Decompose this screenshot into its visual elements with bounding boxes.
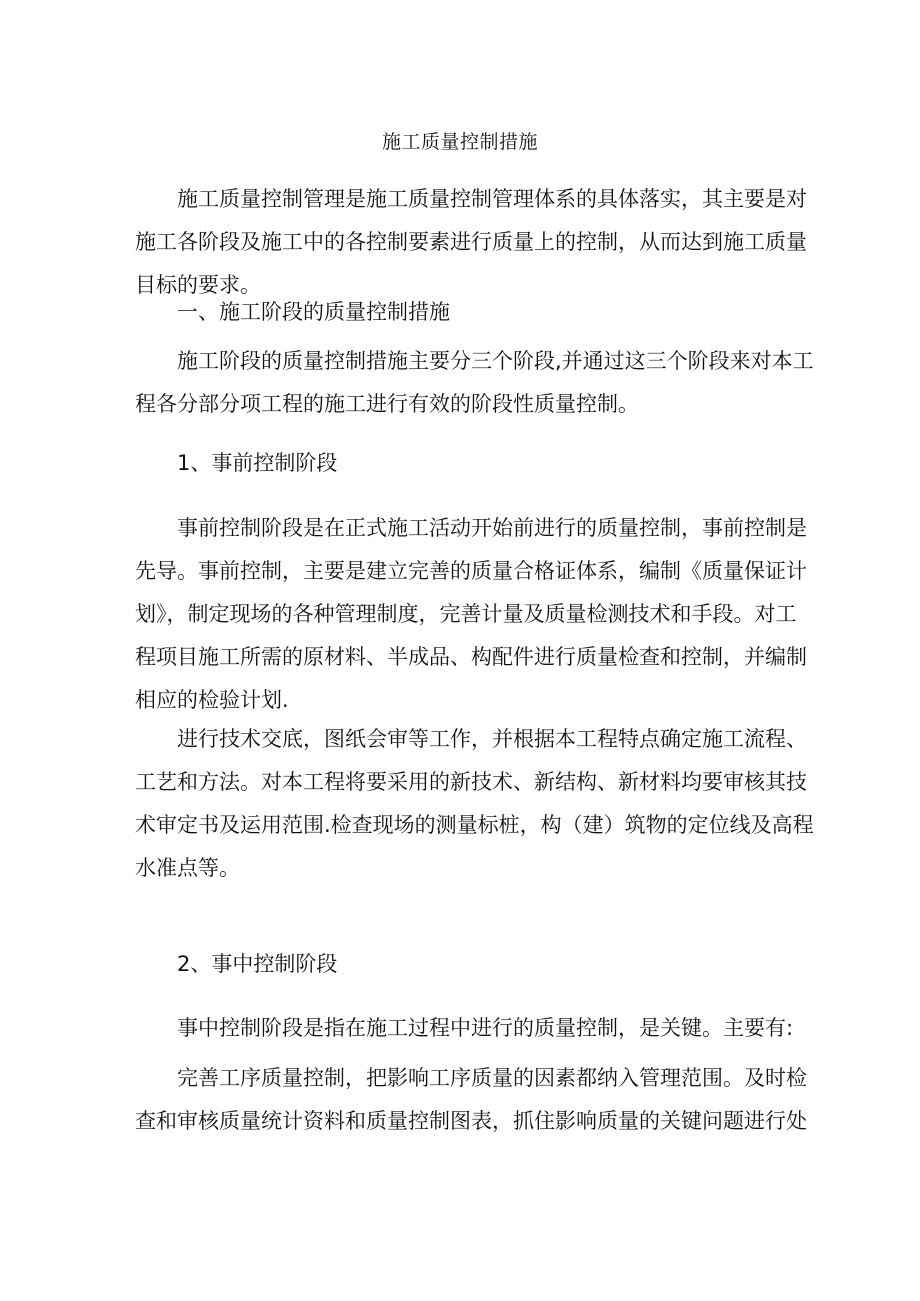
paragraph-line: 完善工序质量控制，把影响工序质量的因素都纳入管理范围。及时检 [177, 1066, 807, 1090]
paragraph-line: 施工各阶段及施工中的各控制要素进行质量上的控制，从而达到施工质量 [135, 230, 807, 254]
paragraph-line: 划》，制定现场的各种管理制度，完善计量及质量检测技术和手段。对工 [135, 602, 797, 626]
paragraph-line: 先导。事前控制，主要是建立完善的质量合格证体系，编制《质量保证计 [135, 559, 807, 583]
paragraph-line: 事中控制阶段是指在施工过程中进行的质量控制，是关键。主要有: [177, 1016, 794, 1040]
paragraph-line: 施工质量控制管理是施工质量控制管理体系的具体落实，其主要是对 [177, 187, 807, 211]
paragraph-line: 进行技术交底，图纸会审等工作，并根据本工程特点确定施工流程、 [177, 727, 807, 751]
paragraph-line: 目标的要求。 [135, 273, 261, 297]
paragraph-line: 相应的检验计划. [135, 688, 289, 712]
stage2-paragraph-1 [135, 1007, 795, 1050]
stage1-paragraph-1 [135, 507, 807, 722]
paragraph-line: 水准点等。 [135, 856, 240, 880]
paragraph-line: 程项目施工所需的原材料、半成品、构配件进行质量检查和控制，并编制 [135, 645, 807, 669]
paragraph-line: 工艺和方法。对本工程将要采用的新技术、新结构、新材料均要审核其技 [135, 770, 807, 794]
intro-paragraph [135, 178, 807, 307]
stage-heading: 1、事前控制阶段 [177, 451, 338, 475]
section-heading: 一、施工阶段的质量控制措施 [177, 300, 450, 324]
stage2-paragraph-2 [135, 1057, 807, 1143]
paragraph-line: 程各分部分项工程的施工进行有效的阶段性质量控制。 [135, 392, 639, 416]
paragraph-line: 术审定书及运用范围.检查现场的测量标桩，构（建）筑物的定位线及高程 [135, 813, 814, 837]
paragraph-line: 事前控制阶段是在正式施工活动开始前进行的质量控制，事前控制是 [177, 516, 807, 540]
paragraph-line: 施工阶段的质量控制措施主要分三个阶段,并通过这三个阶段来对本工 [177, 349, 814, 373]
stage-heading: 2、事中控制阶段 [177, 952, 338, 976]
paragraph-line: 查和审核质量统计资料和质量控制图表，抓住影响质量的关键问题进行处 [135, 1109, 807, 1133]
document-title: 施工质量控制措施 [381, 131, 538, 153]
section-paragraph [135, 340, 814, 426]
stage1-paragraph-2 [135, 718, 814, 890]
